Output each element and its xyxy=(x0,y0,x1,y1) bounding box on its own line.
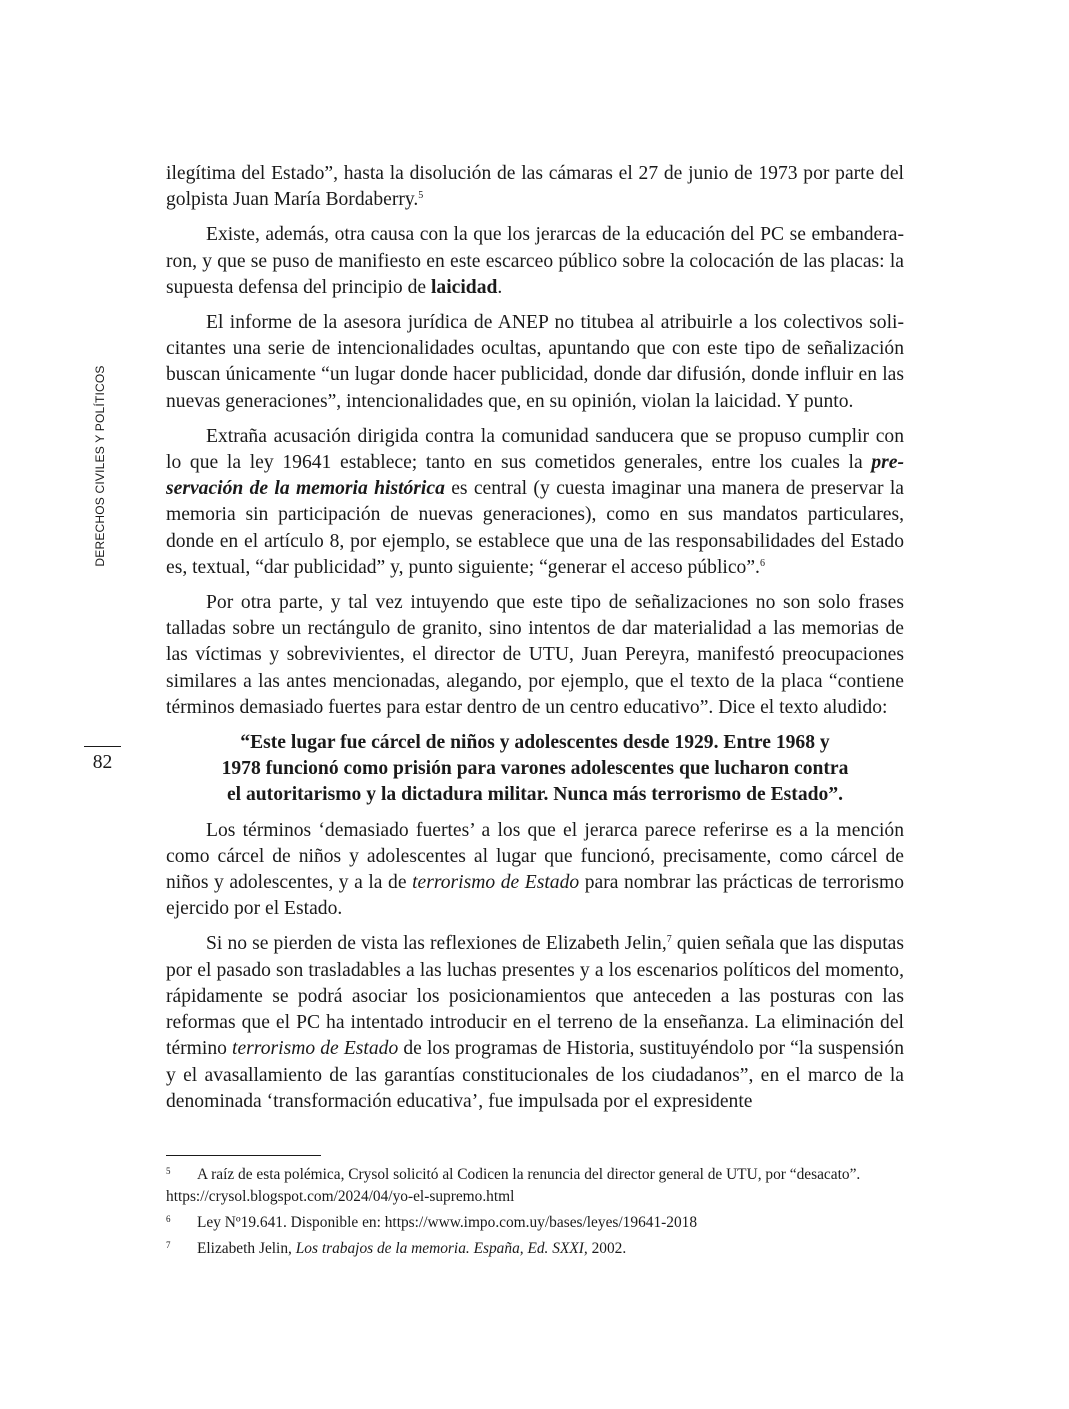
paragraph-1 xyxy=(166,161,904,213)
paragraph-4 xyxy=(166,424,904,581)
footnote-7-text: Elizabeth Jelin, xyxy=(197,1240,296,1257)
footnote-6 xyxy=(166,1208,904,1234)
main-text xyxy=(166,161,904,1124)
paragraph-2-text: Existe, además, otra causa con la que los jerarcas de la educación del PC se embanderaron, y que se puso de manifiesto en este escarceo público sobre la colocación de las placas: la supuesta defensa del principio de xyxy=(166,224,904,298)
plaque-quote xyxy=(166,730,904,809)
footnote-7-year: 2002. xyxy=(587,1240,627,1257)
quote-line-1: “Este lugar fue cárcel de niños y adolescentes desde 1929. Entre 1968 y xyxy=(240,732,830,754)
footnote-7-book-title: Los trabajos de la memoria. España, Ed. SXXI, xyxy=(295,1240,588,1257)
laicidad-emphasis: laicidad xyxy=(430,276,498,298)
paragraph-7-text: Si no se pierden de vista las reflexiones de Elizabeth Jelin, xyxy=(206,933,667,955)
paragraph-4-rest: es central (y cuesta imaginar una manera de preservar la memoria sin participación de nuevas generaciones), como en sus mandatos particulares, donde en el artículo 8, por ejemplo, se establece que una de las responsabilidades del Estado es, textual, “dar publicidad” y, punto siguiente; “generar el acceso público”. xyxy=(166,478,904,578)
paragraph-5: Por otra parte, y tal vez intuyendo que este tipo de señalizaciones no son solo frases talladas sobre un rectángulo de granito, sino intentos de dar materialidad a las memorias de las víctimas y sobrevivientes, el director de UTU, Juan Pereyra, manifestó preocupaciones similares a las antes mencionadas, alegando, por ejemplo, que el texto de la placa “contiene términos demasiado fuertes para estar dentro de un centro educativo”. Dice el texto aludido: xyxy=(166,592,904,718)
paragraph-3: El informe de la asesora jurídica de ANEP no titubea al atribuirle a los colectivos solicitantes una serie de intencionalidades ocultas, apuntando que con este tipo de señalización buscan únicamente “un lugar donde hacer publicidad, donde dar difusión, donde influir en las nuevas generaciones”, intencionalidades que, en su opinión, violan la laicidad. Y punto. xyxy=(166,312,904,412)
footnote-6-text[interactable]: Ley Nº19.641. Disponible en: https://www.impo.com.uy/bases/leyes/19641-2018 xyxy=(197,1214,698,1231)
terrorismo-emphasis-2: terrorismo de Estado xyxy=(232,1038,399,1060)
terrorismo-emphasis: terrorismo de Estado xyxy=(412,872,580,894)
quote-line-3: el autoritarismo y la dictadura militar. Nunca más terrorismo de Estado”. xyxy=(226,784,844,806)
memoria-historica-emphasis: preservación de la memoria histórica xyxy=(166,452,904,500)
footnote-5 xyxy=(166,1160,904,1208)
paragraph-7 xyxy=(166,931,904,1114)
footnote-separator xyxy=(166,1155,321,1156)
paragraph-1-text: ilegítima del Estado”, hasta la disolución de las cámaras el 27 de junio de 1973 por parte del golpista Juan María Bordaberry. xyxy=(166,163,904,211)
quote-line-2: 1978 funcionó como prisión para varones adolescentes que lucharon contra xyxy=(221,758,849,780)
footnote-6-number: 6 xyxy=(166,1214,171,1224)
footnote-7 xyxy=(166,1234,904,1260)
footnotes xyxy=(166,1160,904,1260)
paragraph-6-text: Los términos ‘demasiado fuertes’ a los que el jerarca parece referirse es a la mención como cárcel de niños y adolescentes al lugar que funcionó, precisamente, como cárcel de niños y adolescentes, y a la de xyxy=(166,819,904,894)
footnote-5-number: 5 xyxy=(166,1166,171,1176)
page-number: 82 xyxy=(92,752,113,773)
paragraph-7-rest: de los programas de Historia, sustituyéndolo por “la suspensión y el avasallamiento de las garantías constitucionales de los ciudadanos”, en el marco de la denominada ‘transformación educativa’, fue impulsada por el expresidente xyxy=(166,1038,905,1112)
footnote-ref-5[interactable]: 5 xyxy=(418,190,424,202)
paragraph-4-text: Extraña acusación dirigida contra la comunidad sanducera que se propuso cumplir con lo que la ley 19641 establece; tanto en sus cometidos generales, entre los cuales la xyxy=(166,425,904,474)
running-section-title: DERECHOS CIVILES Y POLÍTICOS xyxy=(93,365,107,567)
footnote-7-number: 7 xyxy=(166,1240,171,1250)
paragraph-2 xyxy=(166,222,904,301)
paragraph-2-end: . xyxy=(497,276,503,298)
footnote-ref-6[interactable]: 6 xyxy=(759,557,765,569)
page-number-rule xyxy=(84,746,121,747)
footnote-5-link[interactable]: https://crysol.blogspot.com/2024/04/yo-el-supremo.html xyxy=(166,1188,515,1205)
paragraph-6 xyxy=(166,818,904,923)
paragraph-7-middle: quien señala que las disputas por el pasado son trasladables a las luchas presentes y a los escenarios políticos del momento, rápidamente se podrá asociar los posicionamientos que anteceden a las posturas con las reformas que el PC ha intentado introducir en el terreno de la enseñanza. La eliminación del término xyxy=(166,933,904,1060)
footnote-ref-7[interactable]: 7 xyxy=(666,934,672,946)
paragraph-6-rest: para nombrar las prácticas de terrorismo ejercido por el Estado. xyxy=(166,872,904,920)
footnote-5-text: A raíz de esta polémica, Crysol solicitó al Codicen la renuncia del director general de UTU, por “desacato”. xyxy=(197,1166,861,1183)
